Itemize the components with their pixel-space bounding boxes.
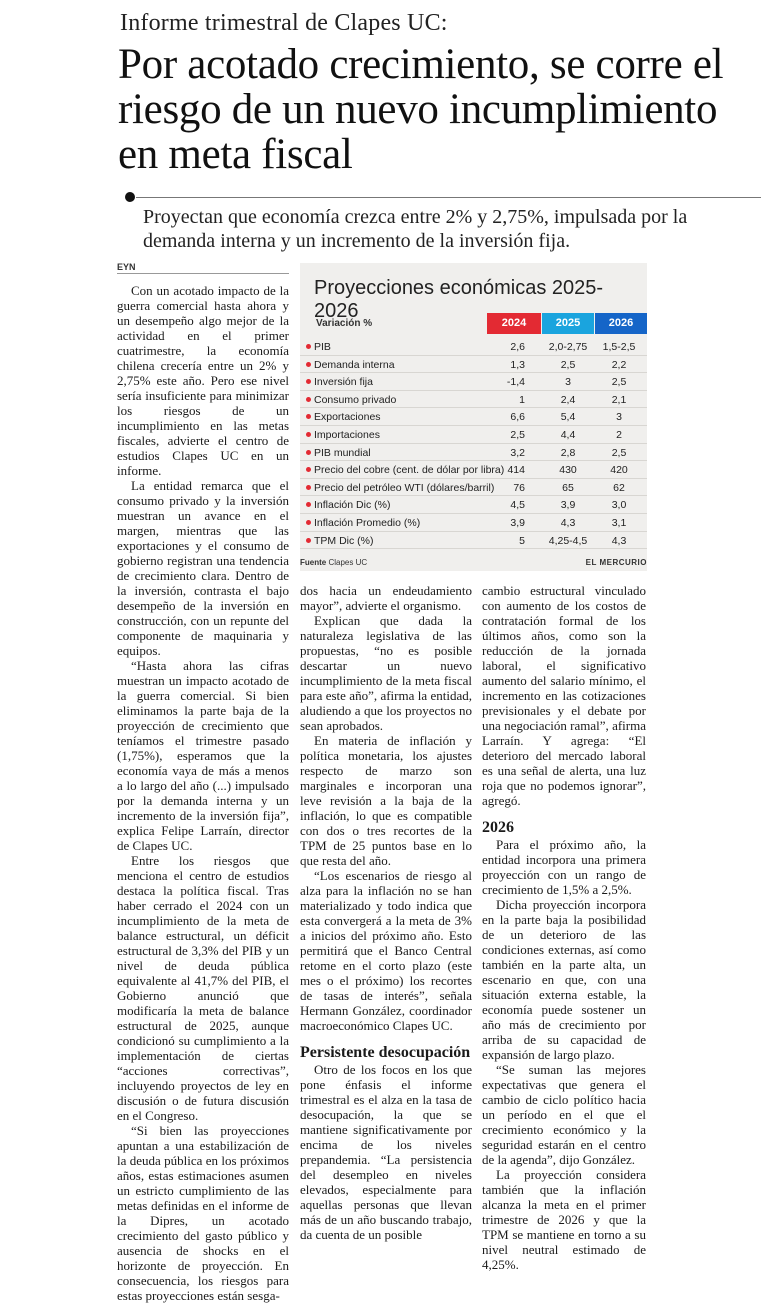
row-label: PIB mundial bbox=[314, 446, 371, 459]
article-byline: EYN bbox=[117, 262, 136, 272]
row-label: TPM Dic (%) bbox=[314, 534, 374, 547]
table-credit: EL MERCURIO bbox=[585, 558, 647, 567]
bullet-icon bbox=[306, 450, 311, 455]
body-column-2 bbox=[300, 583, 472, 1242]
headline-dot-ornament bbox=[125, 192, 135, 202]
paragraph: En materia de inflación y política monetaria, los ajustes respecto de marzo son marginales e incorporan una leve revisión a la baja de la inflación, lo que es compatible con dos o tres recortes de la TPM de 25 puntos base en lo que resta del año. bbox=[300, 733, 472, 868]
year-2025-header: 2025 bbox=[542, 313, 594, 334]
paragraph: Explican que dada la naturaleza legislativa de las propuestas, “no es posible descartar un nuevo incumplimiento de la meta fiscal para este año”, afirma la entidad, aludiendo a que los proyectos no sean aprobados. bbox=[300, 613, 472, 733]
value-2025: 2,5 bbox=[560, 358, 576, 371]
header-label: Variación % bbox=[316, 318, 373, 329]
bullet-icon bbox=[306, 520, 311, 525]
value-2024: 2,6 bbox=[510, 341, 525, 353]
value-2025: 2,4 bbox=[560, 393, 576, 406]
table-row bbox=[300, 479, 647, 497]
value-2026: 4,3 bbox=[611, 534, 627, 547]
bullet-icon bbox=[306, 502, 311, 507]
year-2026-header: 2026 bbox=[595, 313, 647, 334]
section-subhead: Persistente desocupación bbox=[300, 1044, 471, 1061]
bullet-icon bbox=[306, 397, 311, 402]
table-row bbox=[300, 356, 647, 374]
value-2024: 6,6 bbox=[510, 411, 525, 424]
paragraph: “Hasta ahora las cifras muestran un impacto acotado de la guerra comercial. Si bien eliminamos la parte baja de la proyección de crecimiento que teníamos el trimestre pasado (1,75%), esperamos que la economía vaya de más a menos a lo largo del año (...) impulsado por la demanda interna y un incremento de la inversión fija”, explica Felipe Larraín, director de Clapes UC. bbox=[117, 658, 289, 853]
bullet-icon bbox=[306, 344, 311, 349]
value-2026: 1,5-2,5 bbox=[602, 341, 636, 353]
value-2025: 65 bbox=[562, 481, 574, 494]
table-row bbox=[300, 391, 647, 409]
row-label: Exportaciones bbox=[314, 411, 381, 424]
table-row bbox=[300, 373, 647, 391]
table-header bbox=[300, 313, 647, 334]
row-label: Inflación Promedio (%) bbox=[314, 516, 421, 529]
table-row bbox=[300, 514, 647, 532]
table-title: Proyecciones económicas 2025-2026 bbox=[314, 277, 604, 322]
value-2026: 2,1 bbox=[611, 393, 627, 406]
value-2024: 414 bbox=[507, 464, 525, 477]
paragraph: “Los escenarios de riesgo al alza para la inflación no se han materializado y todo indica que esta convergerá a la meta de 3% a inicios del próximo año. Esto permitirá que el Banco Central retome en el corto plazo (este mes o el próximo) los recortes de tasas de interés”, señala Hermann González, coordinador macroeconómico Clapes UC. bbox=[300, 868, 472, 1033]
table-row bbox=[300, 461, 647, 479]
paragraph: Con un acotado impacto de la guerra comercial hasta ahora y un desempeño algo mejor de la actividad en el primer cuatrimestre, la economía chilena crecería entre un 2% y 2,75% este año. Pero ese nivel sería insuficiente para minimizar los riesgos de un incumplimiento en las metas fiscales, advierte el centro de estudios Clapes UC en un informe. bbox=[117, 283, 289, 478]
value-2024: 5 bbox=[519, 534, 525, 547]
value-2025: 430 bbox=[559, 464, 577, 477]
value-2025: 3,9 bbox=[560, 499, 576, 512]
paragraph: La entidad remarca que el consumo privado y la inversión muestran un avance en el margen, mientras que las exportaciones y el consumo de gobierno registran una tendencia de crecimiento clara. Dentro de la inversión, contrasta el bajo desempeño de la inversión en construcción, con un repunte del componente de maquinaria y equipos. bbox=[117, 478, 289, 658]
value-2025: 5,4 bbox=[560, 411, 576, 424]
body-column-3 bbox=[482, 583, 646, 1272]
row-label: Inversión fija bbox=[314, 376, 373, 389]
bullet-icon bbox=[306, 414, 311, 419]
table-row bbox=[300, 496, 647, 514]
article-subtitle: Proyectan que economía crezca entre 2% y 2,75%, impulsada por la demanda interna y un incremento de la inversión fija. bbox=[143, 206, 688, 252]
value-2026: 3,0 bbox=[611, 499, 627, 512]
value-2026: 3 bbox=[616, 411, 622, 424]
value-2025: 2,0-2,75 bbox=[548, 341, 588, 353]
paragraph: Entre los riesgos que menciona el centro de estudios destaca la política fiscal. Tras haber cerrado el 2024 con un incumplimiento de la meta de balance estructural, un déficit estructural de 3,3% del PIB y un nivel de deuda pública equivalente al 41,7% del PIB, el Gobierno anunció que modificaría la meta de balance estructural de 2025, aunque condicionó su cumplimiento a la implementación de ciertas “acciones correctivas”, incluyendo proyectos de ley en discusión o de futura discusión en el Congreso. bbox=[117, 853, 289, 1123]
value-2026: 2 bbox=[616, 428, 622, 441]
row-label: Consumo privado bbox=[314, 393, 397, 406]
row-label: Importaciones bbox=[314, 428, 380, 441]
row-label: Precio del cobre (cent. de dólar por libra) bbox=[314, 464, 505, 477]
source-label: Fuente bbox=[300, 558, 327, 567]
paragraph: “Se suman las mejores expectativas que genera el cambio de ciclo político hacia un período en el que el crecimiento económico y la seguridad estarán en el centro de la agenda”, dijo González. bbox=[482, 1062, 646, 1167]
paragraph: dos hacia un endeudamiento mayor”, advierte el organismo. bbox=[300, 583, 472, 613]
table-row bbox=[300, 444, 647, 462]
source-value: Clapes UC bbox=[328, 558, 368, 567]
value-2024: 4,5 bbox=[510, 499, 525, 512]
value-2025: 4,4 bbox=[560, 428, 576, 441]
byline-divider bbox=[117, 273, 289, 274]
value-2025: 3 bbox=[565, 376, 571, 389]
bullet-icon bbox=[306, 485, 311, 490]
value-2024: 3,2 bbox=[510, 446, 525, 459]
bullet-icon bbox=[306, 362, 311, 367]
value-2024: 2,5 bbox=[510, 428, 525, 441]
table-body bbox=[300, 338, 647, 549]
value-2025: 4,3 bbox=[560, 516, 576, 529]
value-2026: 420 bbox=[610, 464, 628, 477]
table-source bbox=[300, 558, 367, 567]
table-row bbox=[300, 408, 647, 426]
value-2026: 2,5 bbox=[611, 376, 627, 389]
value-2025: 4,25-4,5 bbox=[548, 534, 588, 547]
article-kicker: Informe trimestral de Clapes UC: bbox=[120, 10, 448, 36]
paragraph: cambio estructural vinculado con aumento de los costos de contratación formal de los últimos años, como son la reducción de la jornada laboral, el significativo aumento del salario mínimo, el incremento en las cotizaciones previsionales y el debate por una negociación ramal”, afirma Larraín. Y agrega: “El deterioro del mercado laboral es una señal de alerta, una luz roja que no podemos ignorar”, agregó. bbox=[482, 583, 646, 808]
year-2024-header: 2024 bbox=[487, 313, 541, 334]
paragraph: “Si bien las proyecciones apuntan a una estabilización de la deuda pública en los próximos años, estas estimaciones asumen un estricto cumplimiento de las metas definidas en el informe de la Dipres, un acotado crecimiento del gasto público y ausencia de shocks en el horizonte de proyección. En consecuencia, los riesgos para estas proyecciones están sesga- bbox=[117, 1123, 289, 1303]
value-2024: 76 bbox=[513, 481, 525, 494]
bullet-icon bbox=[306, 538, 311, 543]
section-subhead: 2026 bbox=[482, 819, 514, 836]
value-2024: 3,9 bbox=[510, 516, 525, 529]
bullet-icon bbox=[306, 379, 311, 384]
table-row bbox=[300, 532, 647, 550]
table-row bbox=[300, 426, 647, 444]
row-label: Precio del petróleo WTI (dólares/barril) bbox=[314, 481, 495, 494]
article-headline: Por acotado crecimiento, se corre el riesgo de un nuevo incumplimiento en meta fiscal bbox=[118, 41, 724, 178]
row-label: Demanda interna bbox=[314, 358, 395, 371]
value-2024: 1 bbox=[519, 393, 525, 406]
row-label: PIB bbox=[314, 341, 331, 353]
value-2026: 3,1 bbox=[611, 516, 627, 529]
headline-divider bbox=[136, 197, 761, 198]
body-column-1 bbox=[117, 283, 289, 1303]
value-2026: 2,5 bbox=[611, 446, 627, 459]
bullet-icon bbox=[306, 432, 311, 437]
projections-table bbox=[300, 263, 647, 571]
row-label: Inflación Dic (%) bbox=[314, 499, 391, 512]
value-2024: 1,3 bbox=[510, 358, 525, 371]
paragraph: Dicha proyección incorpora en la parte baja la posibilidad de un deterioro de las condiciones externas, así como también en la parte alta, un escenario en que, con una situación externa estable, la economía puede sostener un año más de crecimiento por arriba de su capacidad de expansión de largo plazo. bbox=[482, 897, 646, 1062]
paragraph: La proyección considera también que la inflación alcanza la meta en el primer trimestre de 2026 y que la TPM se mantiene en torno a su nivel neutral estimado de 4,25%. bbox=[482, 1167, 646, 1272]
paragraph: Otro de los focos en los que pone énfasis el informe trimestral es el alza en la tasa de desocupación, la que se mantiene significativamente por encima de los niveles prepandemia. “La persistencia del desempleo en niveles elevados, especialmente para aquellas personas que llevan más de un año buscando trabajo, da cuenta de un posible bbox=[300, 1062, 472, 1242]
paragraph: Para el próximo año, la entidad incorpora una primera proyección con un rango de crecimiento de 1,5% a 2,5%. bbox=[482, 837, 646, 897]
value-2025: 2,8 bbox=[560, 446, 576, 459]
value-2024: -1,4 bbox=[506, 376, 525, 389]
bullet-icon bbox=[306, 467, 311, 472]
table-row bbox=[300, 338, 647, 356]
value-2026: 2,2 bbox=[611, 358, 627, 371]
value-2026: 62 bbox=[613, 481, 625, 494]
